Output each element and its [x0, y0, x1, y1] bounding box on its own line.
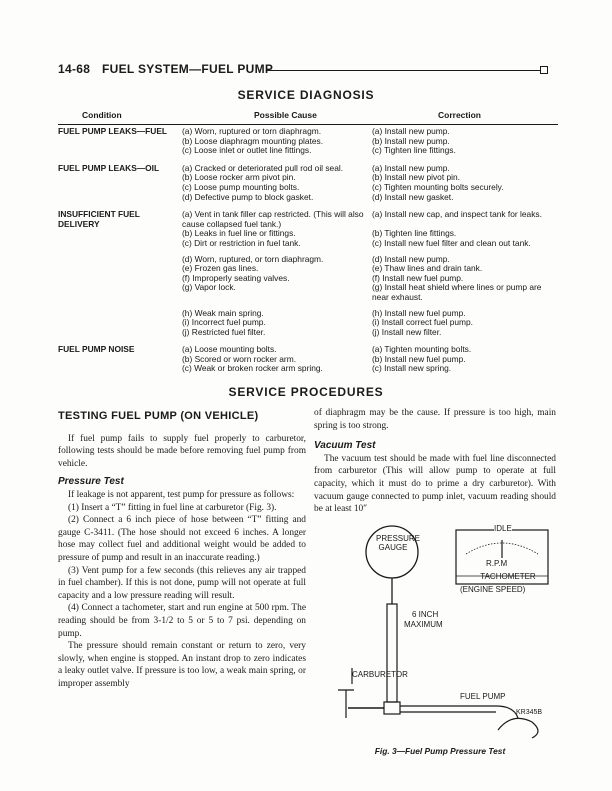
correction-cell: (j) Install new filter.: [372, 326, 442, 337]
fuel-pump-label: FUEL PUMP: [460, 692, 506, 701]
cause-cell: (i) Incorrect fuel pump.: [182, 317, 266, 328]
cause-cell: (c) Dirt or restriction in fuel tank.: [182, 237, 301, 248]
section-title: FUEL SYSTEM—FUEL PUMP: [102, 62, 274, 76]
testing-fuel-pump-heading: TESTING FUEL PUMP (ON VEHICLE): [58, 410, 259, 422]
diagnosis-row: [58, 127, 558, 156]
correction-cell: (c) Tighten mounting bolts securely.: [372, 181, 504, 192]
correction-cell: (c) Install new spring.: [372, 363, 452, 374]
tachometer-label: TACHOMETER: [480, 572, 536, 581]
service-procedures-title: SERVICE PROCEDURES: [228, 385, 384, 399]
cause-cell: (b) Leaks in fuel line or fittings.: [182, 228, 296, 239]
column-condition: Condition: [82, 110, 122, 120]
continuation-paragraph: of diaphragm may be the cause. If pressure is too high, main spring is too strong.: [314, 408, 556, 431]
diagnosis-table: [58, 127, 558, 382]
t-fitting: [384, 702, 400, 714]
diagnosis-row: [58, 210, 558, 337]
intro-paragraph: If fuel pump fails to supply fuel properly to carburetor, following tests should be made before removing fuel pump from vehicle.: [58, 433, 306, 469]
cause-cell: (a) Vent in tank filler cap restricted. (This will also cause collapsed fuel tank.): [182, 209, 364, 229]
header-rule: [266, 70, 540, 71]
correction-cell: (c) Install new fuel filter and clean out tank.: [372, 237, 531, 248]
correction-cell: (b) Tighten line fittings.: [372, 228, 457, 239]
condition-cell: FUEL PUMP NOISE: [58, 344, 135, 355]
left-column: [58, 410, 306, 690]
cause-cell: (c) Loose pump mounting bolts.: [182, 181, 300, 192]
column-correction: Correction: [438, 110, 481, 120]
right-column: [314, 407, 556, 516]
correction-cell: (a) Tighten mounting bolts.: [372, 344, 472, 355]
header-end-box: [540, 66, 548, 74]
cause-cell: (d) Defective pump to block gasket.: [182, 191, 314, 202]
six-inch-hose: [387, 604, 397, 702]
correction-cell: (b) Install new pivot pin.: [372, 172, 460, 183]
fuel-pump-pressure-test-figure: [318, 518, 556, 740]
fuel-pump-outline: [498, 718, 538, 738]
pressure-test-paragraph-final: The pressure should remain constant or return to zero, very slowly, when engine is stopped. An instant drop to zero indicates a leaky outlet valve. If pressure is too low, a weak main spring, or improper assembly: [58, 641, 306, 689]
cause-cell: (h) Weak main spring.: [182, 307, 264, 318]
maximum-label: MAXIMUM: [404, 620, 443, 629]
diagnosis-row: [58, 164, 558, 202]
correction-cell: (c) Tighten line fittings.: [372, 145, 456, 156]
pressure-test-step-3: (3) Vent pump for a few seconds (this relieves any air trapped in fuel chamber). If this is not done, pump will not operate at full capacity and a low pressure reading will result.: [58, 565, 306, 601]
cause-cell: (f) Improperly seating valves.: [182, 272, 290, 283]
cause-cell: (a) Cracked or deteriorated pull rod oil seal.: [182, 162, 344, 173]
cause-cell: (j) Restricted fuel filter.: [182, 326, 266, 337]
carburetor-label: CARBURETOR: [352, 670, 408, 679]
cause-cell: (e) Frozen gas lines.: [182, 263, 259, 274]
correction-cell: (h) Install new fuel pump.: [372, 307, 466, 318]
figure-caption: Fig. 3—Fuel Pump Pressure Test: [374, 746, 506, 756]
page-number: 14-68: [58, 62, 91, 76]
six-inch-label: 6 INCH: [412, 610, 439, 619]
cause-cell: (b) Scored or worn rocker arm.: [182, 353, 297, 364]
correction-cell: (a) Install new pump.: [372, 162, 450, 173]
page-header: [58, 62, 548, 78]
cause-cell: (b) Loose rocker arm pivot pin.: [182, 172, 296, 183]
service-diagnosis-title: SERVICE DIAGNOSIS: [237, 88, 375, 102]
pressure-gauge-label: PRESSURE GAUGE: [376, 534, 421, 552]
correction-cell: (a) Install new cap, and inspect tank for leaks.: [372, 209, 542, 220]
correction-cell: (b) Install new fuel pump.: [372, 353, 466, 364]
pressure-test-step-1: (1) Insert a “T” fitting in fuel line at carburetor (Fig. 3).: [68, 502, 277, 513]
cause-cell: (c) Loose inlet or outlet line fittings.: [182, 145, 312, 156]
condition-cell: FUEL PUMP LEAKS—OIL: [58, 162, 160, 173]
pressure-test-step-2: (2) Connect a 6 inch piece of hose between “T” fitting and gauge C-3411. (The hose should not exceed 6 inches. A longer hose may collect fuel and additional weight would be added to pressure of pump and result in an inaccurate reading.): [58, 515, 306, 563]
figure-illustration: [318, 518, 556, 740]
condition-cell: INSUFFICIENT FUEL DELIVERY: [58, 209, 140, 229]
pressure-test-heading: Pressure Test: [58, 476, 124, 488]
engine-speed-label: (ENGINE SPEED): [460, 585, 526, 594]
correction-cell: (d) Install new pump.: [372, 253, 450, 264]
rpm-label: R.P.M: [486, 559, 508, 568]
correction-cell: (e) Thaw lines and drain tank.: [372, 263, 483, 274]
correction-cell: (a) Install new pump.: [372, 126, 450, 136]
condition-cell: FUEL PUMP LEAKS—FUEL: [58, 126, 168, 136]
cause-cell: (d) Worn, ruptured, or torn diaphragm.: [182, 253, 324, 264]
correction-cell: (i) Install correct fuel pump.: [372, 317, 473, 328]
pressure-test-step-4: (4) Connect a tachometer, start and run engine at 500 rpm. The reading should be from 3-1/2 to 5 or 5 to 7 psi. depending on pump.: [58, 603, 306, 639]
column-possible-cause: Possible Cause: [254, 110, 317, 120]
correction-cell: (d) Install new gasket.: [372, 191, 454, 202]
idle-label: IDLE: [494, 524, 512, 533]
fuel-line-bend: [496, 706, 518, 718]
pressure-test-paragraph: If leakage is not apparent, test pump for pressure as follows:: [68, 489, 295, 500]
correction-cell: (f) Install new fuel pump.: [372, 272, 464, 283]
correction-cell: (g) Install heat shield where lines or pump are near exhaust.: [372, 282, 542, 302]
cause-cell: (b) Loose diaphragm mounting plates.: [182, 135, 324, 146]
cause-cell: (c) Weak or broken rocker arm spring.: [182, 363, 323, 374]
cause-cell: (a) Loose mounting bolts.: [182, 344, 277, 355]
diagnosis-table-header: [58, 110, 558, 125]
correction-cell: (b) Install new pump.: [372, 135, 450, 146]
vacuum-test-paragraph: The vacuum test should be made with fuel line disconnected from carburetor (This will allow pump to operate at full capacity, which it must do to prime a dry carburetor). With vacuum gauge connected to pump inlet, vacuum reading should be at least 10″: [314, 453, 556, 515]
diagnosis-row: [58, 345, 558, 374]
cause-cell: (a) Worn, ruptured or torn diaphragm.: [182, 126, 322, 136]
cause-cell: (g) Vapor lock.: [182, 282, 236, 293]
vacuum-test-heading: Vacuum Test: [314, 440, 376, 452]
figure-code: KR345B: [516, 709, 543, 716]
